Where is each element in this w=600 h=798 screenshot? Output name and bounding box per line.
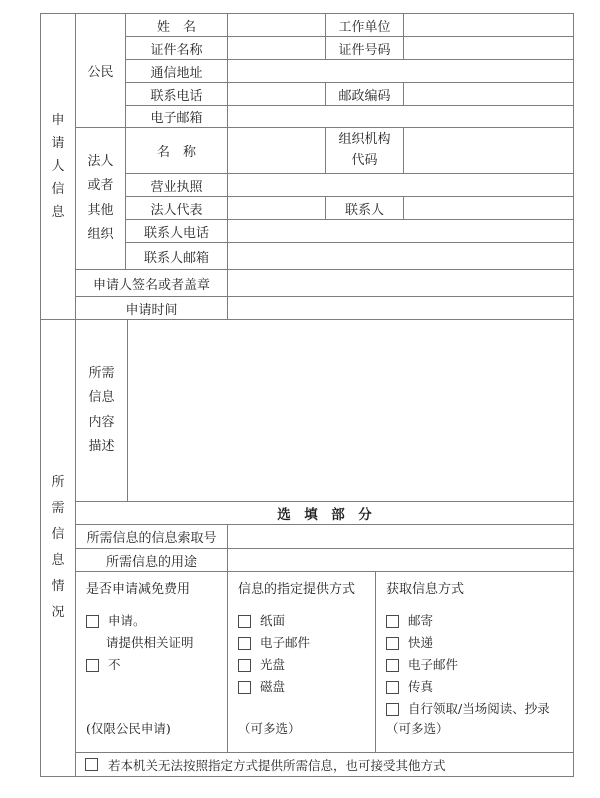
delivery-option-label: 磁盘	[260, 679, 286, 694]
checkbox-icon[interactable]	[86, 659, 99, 672]
org-name-label: 名 称	[126, 128, 228, 174]
fallback-note-label: 若本机关无法按照指定方式提供所需信息，也可接受其他方式	[108, 757, 446, 773]
content-desc-label: 所需信息内容描述	[88, 366, 115, 454]
contact-person-value-cell	[404, 197, 574, 220]
delivery-method-cell	[228, 572, 376, 753]
postal-code-value-cell	[404, 83, 574, 106]
delivery-method-header: 信息的指定提供方式	[238, 582, 356, 597]
fee-waiver-footnote: (仅限公民申请)	[86, 721, 171, 736]
org-code-label	[326, 128, 404, 174]
business-license-value-cell	[228, 174, 574, 197]
contact-person-label: 联系人	[326, 197, 404, 220]
checkbox-icon[interactable]	[386, 615, 399, 628]
fee-waiver-cell	[76, 572, 228, 753]
delivery-option-email	[238, 632, 367, 654]
fee-no-label: 不	[108, 657, 121, 672]
delivery-method-footnote: （可多选）	[238, 721, 301, 736]
id-name-label: 证件名称	[126, 37, 228, 60]
phone-value-cell	[228, 83, 326, 106]
org-code-label-line2: 代码	[351, 152, 378, 168]
citizen-group-label: 公民	[76, 14, 126, 128]
checkbox-icon[interactable]	[85, 758, 98, 771]
delivery-option-disk	[238, 676, 367, 698]
application-form	[40, 13, 574, 777]
required-info-section-label: 所需信息情况	[51, 475, 65, 620]
obtain-option-self-pickup	[386, 698, 565, 720]
org-code-value-cell	[404, 128, 574, 174]
checkbox-icon[interactable]	[386, 681, 399, 694]
contact-phone-value-cell	[228, 220, 574, 243]
checkbox-icon[interactable]	[386, 703, 399, 716]
apply-time-label: 申请时间	[76, 297, 228, 320]
obtain-method-footnote: （可多选）	[386, 721, 449, 736]
fee-apply-option	[86, 610, 219, 632]
id-number-value-cell	[404, 37, 574, 60]
obtain-method-header: 获取信息方式	[386, 582, 465, 597]
obtain-option-label: 快递	[408, 635, 434, 650]
contact-email-label: 联系人邮箱	[126, 243, 228, 270]
content-desc-label-cell	[76, 320, 128, 502]
address-value-cell	[228, 60, 574, 83]
checkbox-icon[interactable]	[238, 681, 251, 694]
contact-phone-label: 联系人电话	[126, 220, 228, 243]
fee-apply-label: 申请。	[108, 613, 146, 628]
optional-section-header: 选 填 部 分	[76, 502, 574, 525]
checkbox-icon[interactable]	[238, 659, 251, 672]
address-label: 通信地址	[126, 60, 228, 83]
purpose-value-cell	[228, 549, 574, 572]
work-unit-value-cell	[404, 14, 574, 37]
applicant-section-label: 申请人信息	[51, 112, 65, 221]
delivery-option-cd	[238, 654, 367, 676]
legal-rep-value-cell	[228, 197, 326, 220]
obtain-option-label: 电子邮件	[408, 657, 459, 672]
apply-time-value-cell	[228, 297, 574, 320]
applicant-section-label-cell	[41, 14, 76, 320]
work-unit-label: 工作单位	[326, 14, 404, 37]
fee-apply-note: 请提供相关证明	[106, 635, 194, 650]
name-label: 姓 名	[126, 14, 228, 37]
checkbox-icon[interactable]	[238, 615, 251, 628]
delivery-option-label: 电子邮件	[260, 635, 311, 650]
organization-group-label-cell	[76, 128, 126, 270]
id-name-value-cell	[228, 37, 326, 60]
signature-value-cell	[228, 270, 574, 297]
applicant-info-table	[40, 13, 574, 320]
obtain-option-label: 自行领取/当场阅读、抄录	[408, 701, 550, 716]
obtain-option-email	[386, 654, 565, 676]
obtain-option-express	[386, 632, 565, 654]
delivery-option-paper	[238, 610, 367, 632]
email-value-cell	[228, 106, 574, 128]
required-info-table	[40, 319, 574, 777]
required-info-section-label-cell	[41, 320, 76, 777]
email-label: 电子邮箱	[126, 106, 228, 128]
postal-code-label: 邮政编码	[326, 83, 404, 106]
checkbox-icon[interactable]	[386, 659, 399, 672]
checkbox-icon[interactable]	[86, 615, 99, 628]
name-value-cell	[228, 14, 326, 37]
purpose-label: 所需信息的用途	[76, 549, 228, 572]
id-number-label: 证件号码	[326, 37, 404, 60]
signature-label: 申请人签名或者盖章	[76, 270, 228, 297]
org-name-value-cell	[228, 128, 326, 174]
fallback-note-cell	[76, 753, 574, 777]
delivery-option-label: 光盘	[260, 657, 286, 672]
index-number-value-cell	[228, 525, 574, 549]
index-number-label: 所需信息的信息索取号	[76, 525, 228, 549]
fee-waiver-header: 是否申请减免费用	[86, 582, 191, 597]
obtain-method-cell	[376, 572, 574, 753]
contact-email-value-cell	[228, 243, 574, 270]
delivery-option-label: 纸面	[260, 613, 286, 628]
fee-no-option	[86, 654, 219, 676]
organization-group-label: 法人或者其他组织	[87, 154, 114, 242]
obtain-option-label: 传真	[408, 679, 434, 694]
org-code-label-line1: 组织机构	[338, 131, 391, 147]
obtain-option-label: 邮寄	[408, 613, 434, 628]
phone-label: 联系电话	[126, 83, 228, 106]
obtain-option-mail	[386, 610, 565, 632]
content-desc-value-cell	[128, 320, 574, 502]
legal-rep-label: 法人代表	[126, 197, 228, 220]
obtain-option-fax	[386, 676, 565, 698]
business-license-label: 营业执照	[126, 174, 228, 197]
checkbox-icon[interactable]	[238, 637, 251, 650]
checkbox-icon[interactable]	[386, 637, 399, 650]
